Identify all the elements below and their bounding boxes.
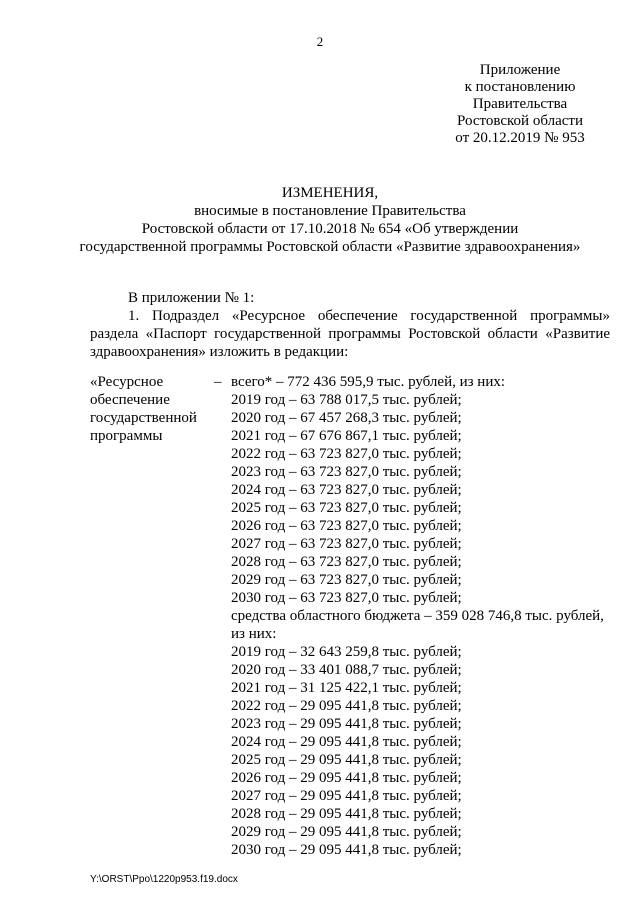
intro-line: раздела «Паспорт государственной программы Ростовской области «Развитие <box>90 326 610 342</box>
resource-line: 2022 год – 29 095 441,8 тыс. рублей; <box>231 698 462 714</box>
resource-values <box>231 373 616 859</box>
resource-line: 2023 год – 29 095 441,8 тыс. рублей; <box>231 716 462 732</box>
document-title <box>60 184 600 256</box>
intro-line: В приложении № 1: <box>128 290 255 306</box>
resource-line: 2020 год – 33 401 088,7 тыс. рублей; <box>231 662 462 678</box>
resource-label <box>90 373 220 445</box>
resource-line: всего* – 772 436 595,9 тыс. рублей, из них: <box>231 374 506 390</box>
resource-line: 2023 год – 63 723 827,0 тыс. рублей; <box>231 464 462 480</box>
resource-line: 2026 год – 29 095 441,8 тыс. рублей; <box>231 770 462 786</box>
resource-line: 2021 год – 67 676 867,1 тыс. рублей; <box>231 428 462 444</box>
resource-label-line: обеспечение <box>90 392 170 408</box>
appendix-header <box>440 62 600 147</box>
title-line: государственной программы Ростовской области «Развитие здравоохранения» <box>79 239 581 255</box>
title-line: Ростовской области от 17.10.2018 № 654 «Об утверждении <box>141 221 519 237</box>
resource-line: 2029 год – 63 723 827,0 тыс. рублей; <box>231 572 462 588</box>
resource-line: 2025 год – 63 723 827,0 тыс. рублей; <box>231 500 462 516</box>
resource-line: 2021 год – 31 125 422,1 тыс. рублей; <box>231 680 462 696</box>
resource-label-line: «Ресурсное <box>90 374 164 390</box>
appendix-line: от 20.12.2019 № 953 <box>455 130 585 146</box>
resource-line: 2030 год – 63 723 827,0 тыс. рублей; <box>231 590 462 606</box>
appendix-line: к постановлению <box>464 79 576 95</box>
resource-label-line: государственной <box>90 410 197 426</box>
resource-label-line: программы <box>90 428 163 444</box>
page-number: 2 <box>316 34 324 49</box>
appendix-line: Правительства <box>472 96 568 112</box>
title-line: вносимые в постановление Правительства <box>194 203 466 219</box>
title-heading: ИЗМЕНЕНИЯ, <box>281 185 379 201</box>
resource-line: 2024 год – 29 095 441,8 тыс. рублей; <box>231 734 462 750</box>
resource-line: 2028 год – 63 723 827,0 тыс. рублей; <box>231 554 462 570</box>
resource-line: 2019 год – 63 788 017,5 тыс. рублей; <box>231 392 462 408</box>
resource-line: 2019 год – 32 643 259,8 тыс. рублей; <box>231 644 462 660</box>
resource-line: средства областного бюджета – 359 028 746,8 тыс. рублей, <box>231 608 604 624</box>
resource-line: 2027 год – 29 095 441,8 тыс. рублей; <box>231 788 462 804</box>
resource-line: 2030 год – 29 095 441,8 тыс. рублей; <box>231 842 462 858</box>
intro-line: здравоохранения» изложить в редакции: <box>90 344 349 360</box>
resource-line: 2027 год – 63 723 827,0 тыс. рублей; <box>231 536 462 552</box>
resource-line: 2029 год – 29 095 441,8 тыс. рублей; <box>231 824 462 840</box>
file-path-footer: Y:\ORST\Ppo\1220p953.f19.docx <box>90 874 238 885</box>
resource-line: 2024 год – 63 723 827,0 тыс. рублей; <box>231 482 462 498</box>
resource-line: 2025 год – 29 095 441,8 тыс. рублей; <box>231 752 462 768</box>
intro-paragraph <box>90 289 610 361</box>
label-dash: – <box>214 374 222 390</box>
appendix-line: Приложение <box>479 62 561 78</box>
resource-line: 2028 год – 29 095 441,8 тыс. рублей; <box>231 806 462 822</box>
intro-line: 1. Подраздел «Ресурсное обеспечение государственной программы» <box>128 308 610 324</box>
resource-line: 2026 год – 63 723 827,0 тыс. рублей; <box>231 518 462 534</box>
resource-line: 2022 год – 63 723 827,0 тыс. рублей; <box>231 446 462 462</box>
resource-line: из них: <box>231 626 277 642</box>
resource-line: 2020 год – 67 457 268,3 тыс. рублей; <box>231 410 462 426</box>
appendix-line: Ростовской области <box>457 113 583 129</box>
